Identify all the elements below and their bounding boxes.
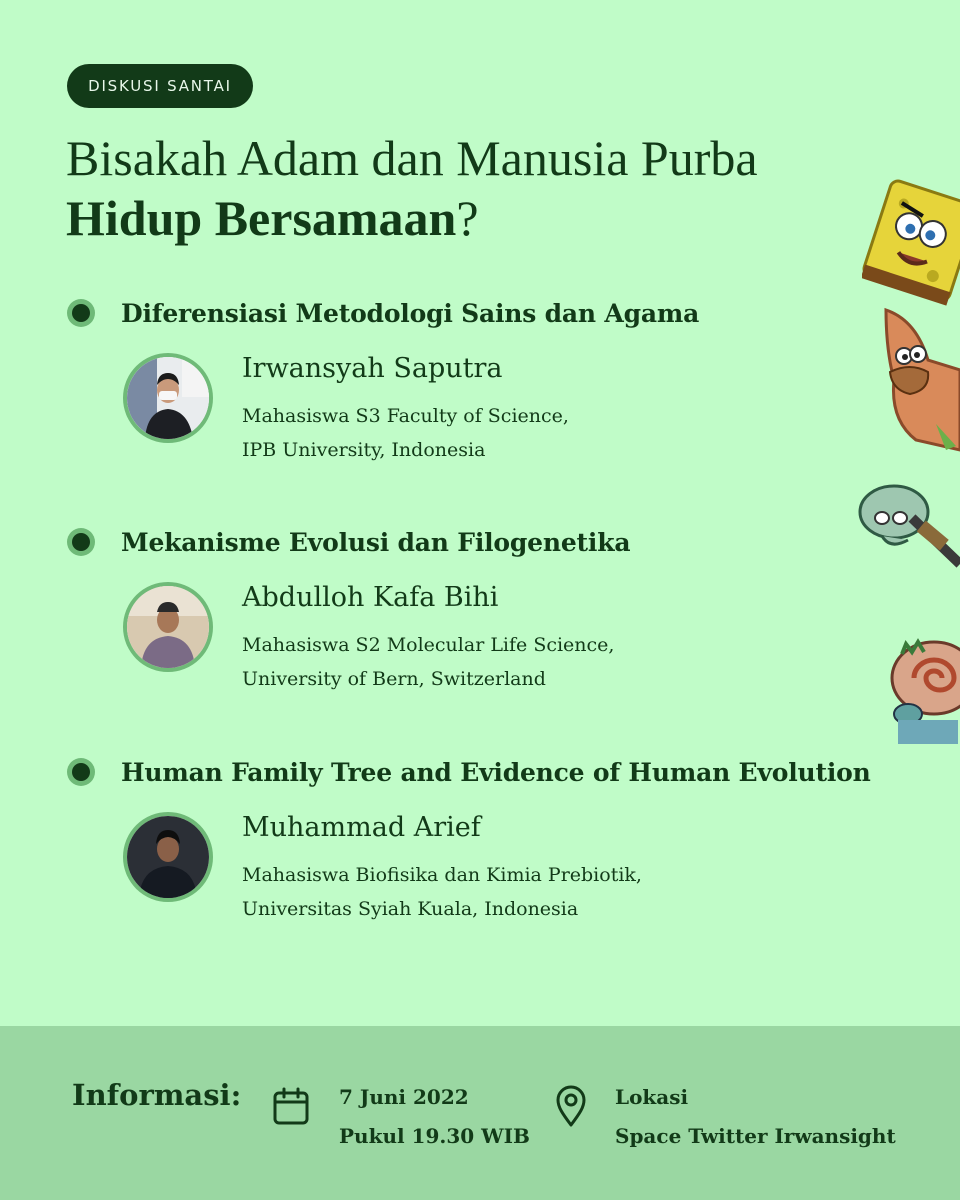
pink-starfish-character-illustration	[876, 300, 960, 470]
session-3	[67, 754, 871, 920]
speaker-description	[242, 858, 642, 926]
event-time: Pukul 19.30 WIB	[339, 1124, 530, 1148]
speaker-card	[123, 812, 823, 922]
speaker-description	[242, 399, 569, 467]
page-title	[66, 128, 758, 248]
info-label: Informasi:	[72, 1078, 242, 1112]
session-topic: Diferensiasi Metodologi Sains dan Agama	[121, 298, 700, 328]
info-footer	[0, 1026, 960, 1200]
speaker-name: Irwansyah Saputra	[242, 353, 503, 384]
snail-shell-character-illustration	[888, 634, 960, 746]
avatar	[123, 353, 213, 443]
speaker-affiliation-line-1: Mahasiswa Biofisika dan Kimia Prebiotik,	[242, 864, 642, 886]
speaker-affiliation-line-2: Universitas Syiah Kuala, Indonesia	[242, 898, 579, 920]
avatar	[123, 582, 213, 672]
speaker-card	[123, 353, 823, 463]
speaker-affiliation-line-1: Mahasiswa S2 Molecular Life Science,	[242, 634, 615, 656]
location-label: Lokasi	[615, 1085, 689, 1109]
speaker-affiliation-line-1: Mahasiswa S3 Faculty of Science,	[242, 405, 569, 427]
bullet-icon	[67, 299, 95, 327]
session-topic: Human Family Tree and Evidence of Human Evolution	[121, 757, 871, 787]
squid-character-illustration	[852, 478, 960, 582]
speaker-affiliation-line-2: University of Bern, Switzerland	[242, 668, 546, 690]
speaker-description	[242, 628, 614, 696]
session-1	[67, 295, 867, 461]
avatar	[123, 812, 213, 902]
speaker-name: Abdulloh Kafa Bihi	[242, 582, 499, 613]
speaker-card	[123, 582, 823, 692]
title-suffix: ?	[456, 190, 479, 246]
bullet-icon	[67, 528, 95, 556]
session-topic: Mekanisme Evolusi dan Filogenetika	[121, 527, 631, 557]
calendar-icon	[272, 1086, 312, 1130]
speaker-name: Muhammad Arief	[242, 812, 481, 843]
location-pin-icon	[554, 1084, 594, 1128]
event-badge: DISKUSI SANTAI	[67, 64, 253, 108]
event-location	[615, 1078, 896, 1156]
event-date: 7 Juni 2022	[339, 1085, 469, 1109]
title-line-2	[66, 188, 758, 248]
speaker-affiliation-line-2: IPB University, Indonesia	[242, 439, 486, 461]
session-2	[67, 524, 867, 690]
title-line-1: Bisakah Adam dan Manusia Purba	[66, 130, 758, 186]
yellow-sponge-character-illustration	[862, 178, 960, 308]
title-bold-part: Hidup Bersamaan	[66, 190, 457, 246]
event-date-time	[339, 1078, 530, 1156]
location-value: Space Twitter Irwansight	[615, 1124, 896, 1148]
bullet-icon	[67, 758, 95, 786]
